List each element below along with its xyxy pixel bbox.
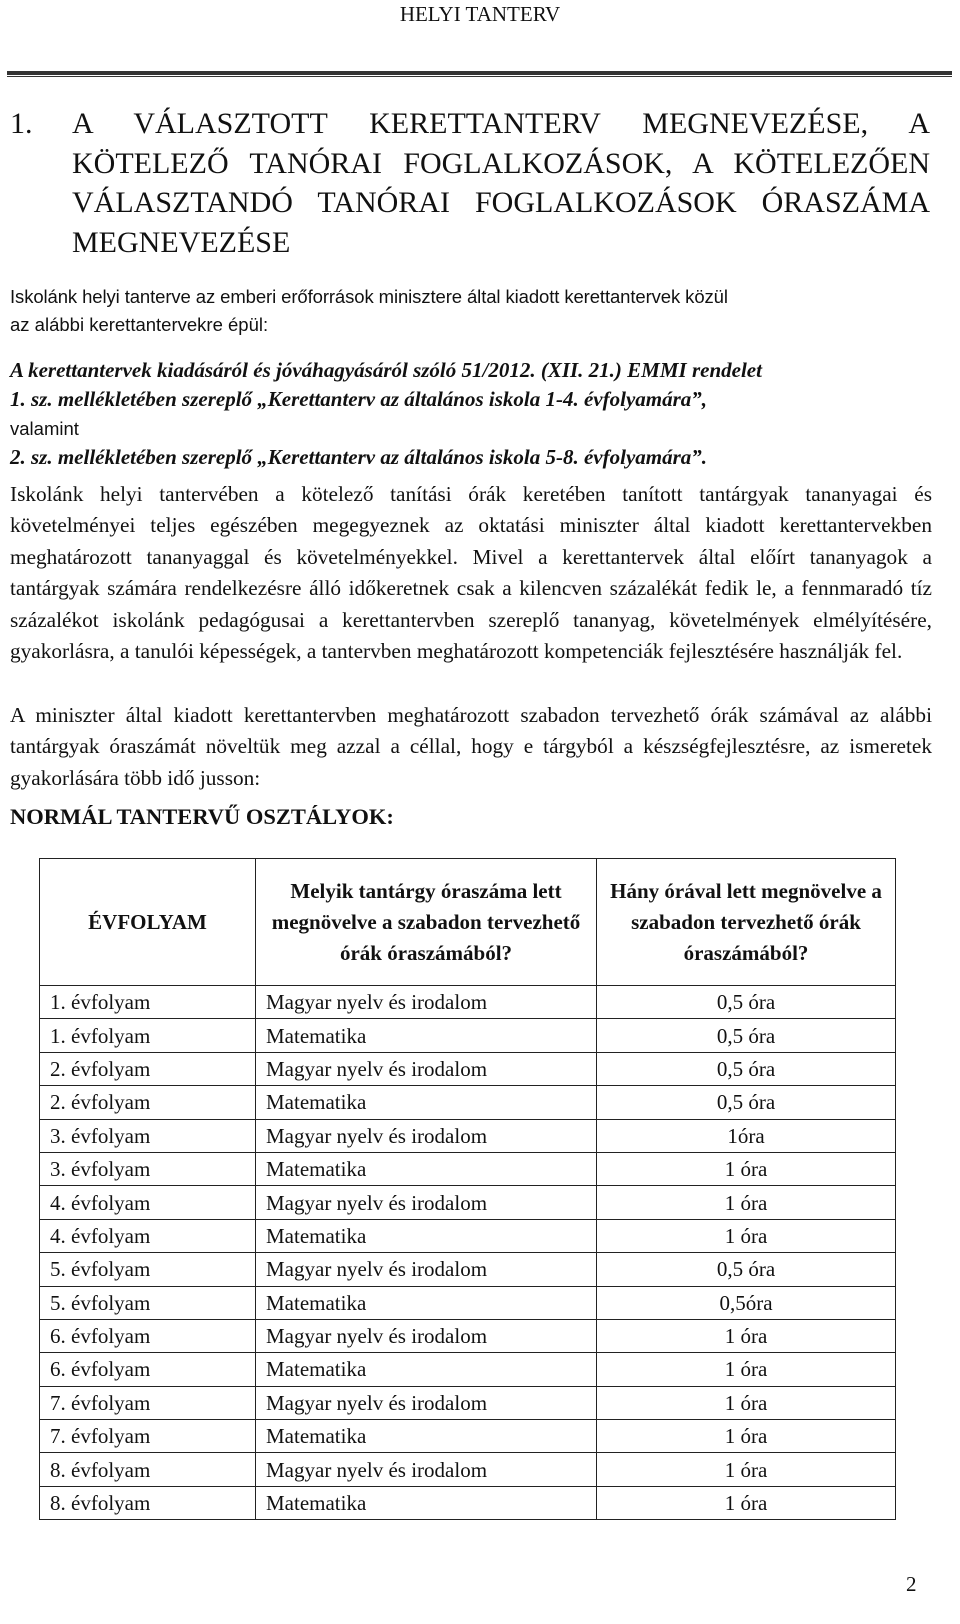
table-header-row	[40, 859, 896, 986]
table-row	[40, 1086, 896, 1119]
subject-cell: Matematika	[256, 1086, 597, 1119]
reference-line-4: 2. sz. mellékletében szereplő „Kerettanterv az általános iskola 5-8. évfolyamára”.	[10, 445, 708, 469]
grade-cell: 7. évfolyam	[40, 1420, 256, 1453]
subject-cell: Matematika	[256, 1420, 597, 1453]
paragraph-extra-hours: A miniszter által kiadott kerettantervben meghatározott szabadon tervezhető órák számával az alábbi tantárgyak óraszámát növeltük meg azzal a céllal, hogy e tárgyból a készségfejlesztésre, az ismeretek gyakorlására több idő jusson:	[10, 703, 932, 790]
hours-cell: 1 óra	[597, 1453, 896, 1486]
header-divider	[7, 71, 952, 77]
subject-cell: Matematika	[256, 1486, 597, 1519]
intro-paragraph	[10, 283, 930, 339]
grade-cell: 7. évfolyam	[40, 1386, 256, 1419]
subject-cell: Matematika	[256, 1152, 597, 1185]
grade-cell: 4. évfolyam	[40, 1219, 256, 1252]
hours-cell: 1 óra	[597, 1353, 896, 1386]
intro-line-1: Iskolánk helyi tanterve az emberi erőforrások minisztere által kiadott kerettantervek közül	[10, 286, 728, 307]
subject-cell: Magyar nyelv és irodalom	[256, 986, 597, 1019]
table-row	[40, 1453, 896, 1486]
hours-cell: 1 óra	[597, 1219, 896, 1252]
reference-line-3: valamint	[10, 418, 79, 439]
hours-cell: 0,5 óra	[597, 986, 896, 1019]
table-row	[40, 1319, 896, 1352]
heading-line-2: KÖTELEZŐ TANÓRAI FOGLALKOZÁSOK, A KÖTELEZŐEN	[72, 146, 930, 180]
table-row	[40, 1486, 896, 1519]
paragraph-curriculum: Iskolánk helyi tantervében a kötelező tanítási órák keretében tanított tantárgyak tananyagai és követelményei teljes egészében megegyeznek az oktatási miniszter által kiadott kerettantervekben meghatározott tananyaggal és követelményekkel. Mivel a kerettantervek által előírt tananyagok a tantárgyak számára rendelkezésre álló időkeretnek csak a kilencven százalékát fedik le, a fennmaradó tíz százalékot iskolánk pedagógusai a kerettantervben szereplő tananyag, követelmények elmélyítésére, gyakorlásra, a tanulói képességek, a tantervben meghatározott kompetenciák fejlesztésére használják fel.	[10, 482, 932, 664]
hours-cell: 1 óra	[597, 1186, 896, 1219]
hours-cell: 0,5 óra	[597, 1019, 896, 1052]
table-row	[40, 1353, 896, 1386]
grade-cell: 8. évfolyam	[40, 1486, 256, 1519]
table-body	[40, 986, 896, 1520]
header-hours: Hány órával lett megnövelve a szabadon tervezhető órák óraszámából?	[597, 859, 896, 986]
regulation-reference	[10, 356, 930, 472]
reference-line-2: 1. sz. mellékletében szereplő „Kerettanterv az általános iskola 1-4. évfolyamára”,	[10, 387, 708, 411]
subject-cell: Magyar nyelv és irodalom	[256, 1052, 597, 1085]
table-row	[40, 1386, 896, 1419]
header-grade: ÉVFOLYAM	[40, 859, 256, 986]
heading-line-4: MEGNEVEZÉSE	[72, 225, 291, 259]
table-row	[40, 1052, 896, 1085]
grade-cell: 8. évfolyam	[40, 1453, 256, 1486]
page-header	[0, 0, 960, 40]
table-row	[40, 1119, 896, 1152]
grade-cell: 4. évfolyam	[40, 1186, 256, 1219]
hours-cell: 0,5 óra	[597, 1253, 896, 1286]
table-row	[40, 1286, 896, 1319]
table-row	[40, 1152, 896, 1185]
subject-cell: Magyar nyelv és irodalom	[256, 1119, 597, 1152]
hours-cell: 1 óra	[597, 1152, 896, 1185]
grade-cell: 5. évfolyam	[40, 1253, 256, 1286]
hours-cell: 1óra	[597, 1119, 896, 1152]
table-row	[40, 1186, 896, 1219]
grade-cell: 3. évfolyam	[40, 1119, 256, 1152]
page-number: 2	[906, 1572, 917, 1596]
subject-cell: Matematika	[256, 1219, 597, 1252]
grade-cell: 5. évfolyam	[40, 1286, 256, 1319]
table-row	[40, 1019, 896, 1052]
intro-line-2: az alábbi kerettantervekre épül:	[10, 314, 269, 335]
grade-cell: 6. évfolyam	[40, 1319, 256, 1352]
grade-cell: 2. évfolyam	[40, 1052, 256, 1085]
hours-cell: 0,5 óra	[597, 1052, 896, 1085]
subject-cell: Magyar nyelv és irodalom	[256, 1319, 597, 1352]
hours-cell: 1 óra	[597, 1319, 896, 1352]
subject-cell: Matematika	[256, 1019, 597, 1052]
subject-cell: Magyar nyelv és irodalom	[256, 1186, 597, 1219]
section-heading	[10, 104, 930, 262]
table-row	[40, 1219, 896, 1252]
hours-cell: 1 óra	[597, 1486, 896, 1519]
hours-cell: 0,5 óra	[597, 1086, 896, 1119]
hours-cell: 1 óra	[597, 1420, 896, 1453]
header-title: HELYI TANTERV	[399, 2, 561, 26]
grade-cell: 3. évfolyam	[40, 1152, 256, 1185]
heading-line-3: VÁLASZTANDÓ TANÓRAI FOGLALKOZÁSOK ÓRASZÁMA	[72, 186, 930, 219]
subject-cell: Magyar nyelv és irodalom	[256, 1386, 597, 1419]
subject-cell: Magyar nyelv és irodalom	[256, 1253, 597, 1286]
hours-cell: 0,5óra	[597, 1286, 896, 1319]
hours-table	[39, 858, 896, 1520]
section-title: NORMÁL TANTERVŰ OSZTÁLYOK:	[10, 804, 394, 829]
subject-cell: Matematika	[256, 1353, 597, 1386]
grade-cell: 6. évfolyam	[40, 1353, 256, 1386]
reference-line-1: A kerettantervek kiadásáról és jóváhagyásáról szóló 51/2012. (XII. 21.) EMMI rendelet	[10, 358, 762, 382]
grade-cell: 2. évfolyam	[40, 1086, 256, 1119]
table-row	[40, 986, 896, 1019]
table-row	[40, 1253, 896, 1286]
grade-cell: 1. évfolyam	[40, 1019, 256, 1052]
header-subject: Melyik tantárgy óraszáma lett megnövelve a szabadon tervezhető órák óraszámából?	[256, 859, 597, 986]
heading-line-1: 1. A VÁLASZTOTT KERETTANTERV MEGNEVEZÉSE, A	[10, 104, 930, 144]
hours-cell: 1 óra	[597, 1386, 896, 1419]
grade-cell: 1. évfolyam	[40, 986, 256, 1019]
subject-cell: Magyar nyelv és irodalom	[256, 1453, 597, 1486]
subject-cell: Matematika	[256, 1286, 597, 1319]
heading-number: 1.	[10, 107, 33, 140]
table-row	[40, 1420, 896, 1453]
